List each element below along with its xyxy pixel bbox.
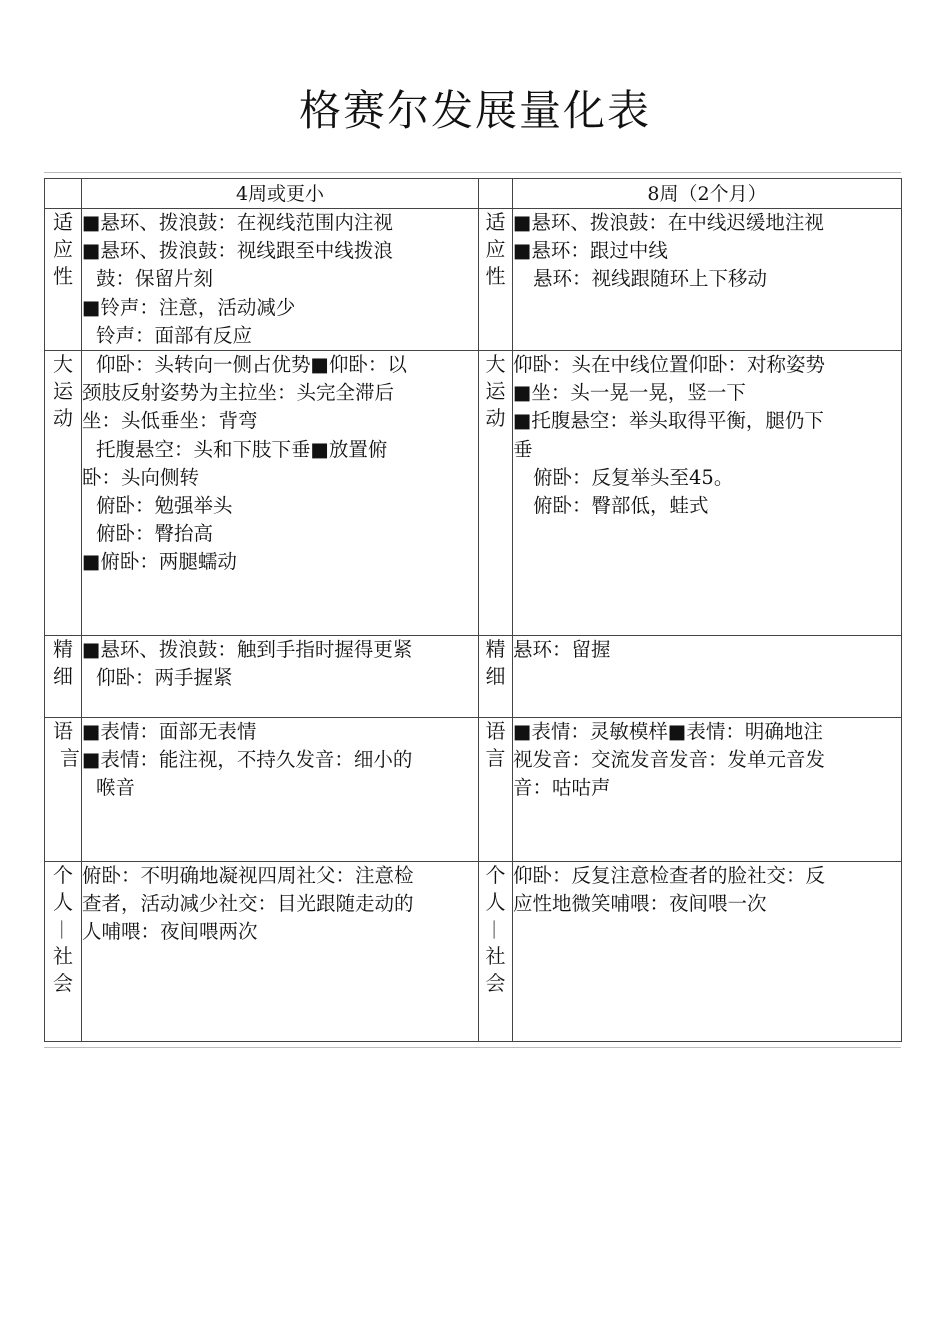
list-item: ■铃声：注意，活动减少 [82, 295, 296, 319]
list-item: 鼓：保留片刻 [96, 267, 214, 291]
list-item: 俯卧：臀抬高 [96, 522, 214, 546]
column-header-4-weeks: 4周或更小 [82, 179, 479, 209]
cell-4wk-language [82, 718, 479, 862]
list-item: ■悬环：跟过中线 [513, 239, 668, 263]
cell-4wk-personal-social [82, 862, 479, 1042]
bottom-rule [44, 1047, 901, 1048]
list-item: ■悬环、拨浪鼓：视线跟至中线拨浪 [82, 239, 393, 263]
list-item: 颈肢反射姿势为主拉坐：头完全滞后 [82, 381, 395, 405]
list-item: 仰卧：头在中线位置仰卧：对称姿势 [513, 353, 826, 377]
list-item: ■坐：头一晃一晃，竖一下 [513, 381, 746, 405]
list-item: 铃声：面部有反应 [96, 323, 253, 347]
list-item: ■托腹悬空：举头取得平衡，腿仍下 [513, 409, 824, 433]
table-row [45, 718, 902, 862]
list-item: ■悬环、拨浪鼓：触到手指时握得更紧 [82, 638, 413, 662]
category-label-language: 语 言 [45, 718, 82, 862]
category-label-gross-motor: 大 运 动 [479, 351, 513, 636]
cell-8wk-adaptive [513, 209, 902, 351]
list-item: 俯卧：臀部低，蛙式 [533, 494, 709, 518]
category-label-adaptive: 适 应 性 [479, 209, 513, 351]
page-title: 格赛尔发展量化表 [298, 86, 651, 135]
table-row [45, 862, 902, 1042]
list-item: 坐：头低垂坐：背弯 [82, 409, 258, 433]
table-row [45, 209, 902, 351]
list-item: 卧：头向侧转 [82, 465, 200, 489]
gesell-table [44, 178, 902, 1042]
list-item: 俯卧：反复举头至45。 [533, 465, 734, 489]
list-item: 仰卧：头转向一侧占优势■仰卧：以 [96, 353, 407, 377]
cell-8wk-language [513, 718, 902, 862]
list-item: ■表情：灵敏模样■表情：明确地注 [513, 720, 823, 744]
cell-8wk-fine-motor [513, 636, 902, 718]
list-item: ■悬环、拨浪鼓：在中线迟缓地注视 [513, 211, 824, 234]
cell-4wk-adaptive [82, 209, 479, 351]
list-item: 仰卧：反复注意检查者的脸社交：反 [513, 864, 826, 888]
cell-8wk-gross-motor [513, 351, 902, 636]
list-item: ■悬环、拨浪鼓：在视线范围内注视 [82, 211, 393, 234]
cell-8wk-personal-social [513, 862, 902, 1042]
top-rule [44, 172, 901, 173]
list-item: 俯卧：勉强举头 [96, 494, 233, 518]
list-item: 悬环：视线跟随环上下移动 [533, 267, 768, 291]
category-label-fine-motor: 精 细 [479, 636, 513, 718]
category-label-language: 语 言 [479, 718, 513, 862]
column-header-8-weeks: 8周（2个月） [513, 179, 902, 209]
category-label-personal-social: 个 人 — 社 会 [45, 862, 82, 1042]
header-row [45, 179, 902, 209]
list-item: 查者，活动减少社交：目光跟随走动的 [82, 892, 414, 916]
cell-4wk-gross-motor [82, 351, 479, 636]
list-item: 托腹悬空：头和下肢下垂■放置俯 [96, 437, 388, 461]
list-item: ■表情：面部无表情 [82, 720, 257, 744]
category-label-adaptive: 适 应 性 [45, 209, 82, 351]
list-item: 应性地微笑哺喂：夜间喂一次 [513, 892, 767, 916]
list-item: ■表情：能注视，不持久发音：细小的 [82, 748, 413, 772]
list-item: 人哺喂：夜间喂两次 [82, 920, 258, 944]
header-blank-cell [479, 179, 513, 209]
list-item: 喉音 [96, 776, 136, 800]
header-blank-cell [45, 179, 82, 209]
category-label-personal-social: 个 人 — 社 会 [479, 862, 513, 1042]
list-item: 垂 [513, 437, 533, 461]
list-item: 视发音：交流发音发音：发单元音发 [513, 748, 826, 772]
list-item: 悬环：留握 [513, 638, 611, 662]
table-row [45, 636, 902, 718]
table-row [45, 351, 902, 636]
list-item: ■俯卧：两腿蠕动 [82, 550, 237, 574]
category-label-fine-motor: 精 细 [45, 636, 82, 718]
category-label-gross-motor: 大 运 动 [45, 351, 82, 636]
list-item: 音：咕咕声 [513, 776, 611, 800]
cell-4wk-fine-motor [82, 636, 479, 718]
list-item: 仰卧：两手握紧 [96, 666, 233, 690]
list-item: 俯卧：不明确地凝视四周社父：注意检 [82, 864, 414, 888]
